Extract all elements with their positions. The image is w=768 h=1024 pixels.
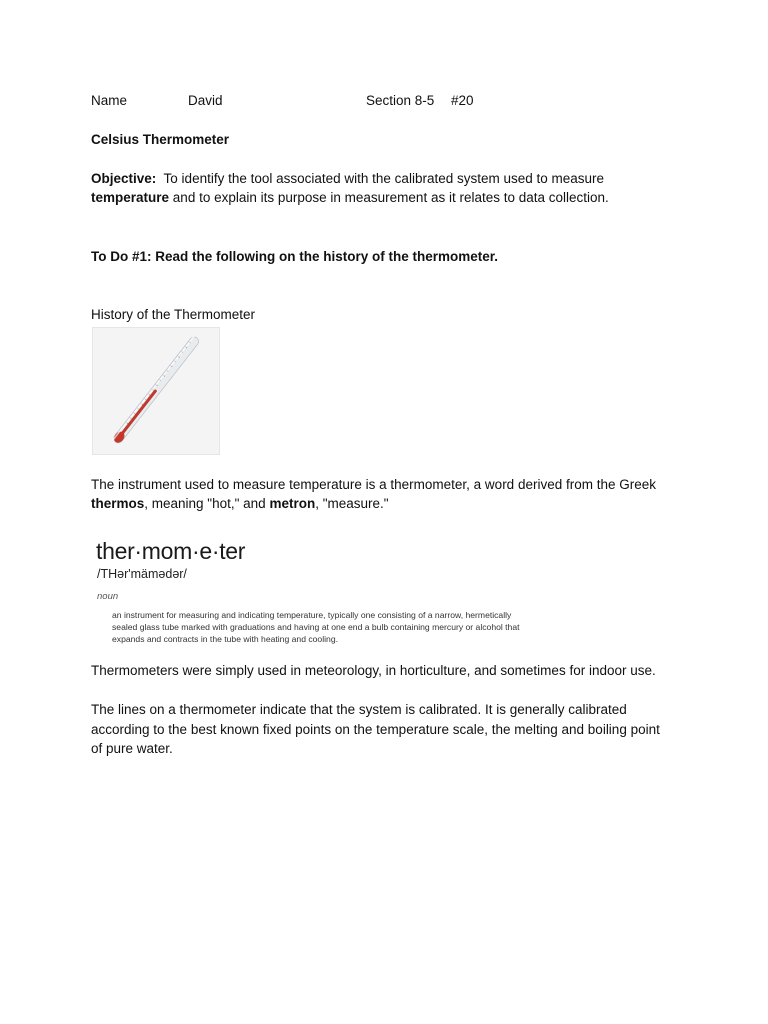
- definition-pronunciation: /THər'mämədər/: [97, 567, 187, 581]
- paragraph-2: Thermometers were simply used in meteorology, in horticulture, and sometimes for indoor use.: [91, 663, 656, 678]
- history-heading: History of the Thermometer: [91, 307, 256, 322]
- definition-word: ther·mom·e·ter: [96, 538, 246, 564]
- paragraph-3-line-1: The lines on a thermometer indicate that the system is calibrated. It is generally calibrated: [91, 702, 627, 717]
- greek-word-thermos: thermos: [91, 496, 145, 511]
- objective-line-2: temperature and to explain its purpose in measurement as it relates to data collection.: [91, 190, 609, 205]
- section-label: Section 8-5: [366, 93, 435, 108]
- todo-instruction: To Do #1: Read the following on the history of the thermometer.: [91, 249, 499, 264]
- definition-text: an instrument for measuring and indicating temperature, typically one consisting of a narrow, hermetically sealed glass tube marked with graduations and having at one end a bulb containing mercury or alcohol that expands and contracts in the tube with heating and cooling.: [112, 610, 520, 645]
- paragraph-1-line-2: thermos, meaning "hot," and metron, "measure.": [91, 496, 389, 511]
- greek-word-metron: metron: [269, 496, 316, 511]
- thermometer-icon: [93, 328, 219, 454]
- name-value: David: [188, 93, 223, 108]
- document-title: Celsius Thermometer: [91, 132, 230, 147]
- objective-label: Objective:: [91, 171, 157, 186]
- paragraph-1-line-1: The instrument used to measure temperature is a thermometer, a word derived from the Greek: [91, 477, 657, 492]
- objective-line-1: Objective: To identify the tool associated with the calibrated system used to measure: [91, 171, 605, 186]
- name-label: Name: [91, 93, 128, 108]
- objective-bold-word: temperature: [91, 190, 170, 205]
- thermometer-image: [92, 327, 220, 455]
- paragraph-3-line-3: of pure water.: [91, 741, 173, 756]
- paragraph-3-line-2: according to the best known fixed points on the temperature scale, the melting and boiling point: [91, 722, 660, 737]
- student-number: #20: [451, 93, 474, 108]
- definition-part-of-speech: noun: [97, 591, 119, 602]
- dictionary-definition: [95, 538, 535, 648]
